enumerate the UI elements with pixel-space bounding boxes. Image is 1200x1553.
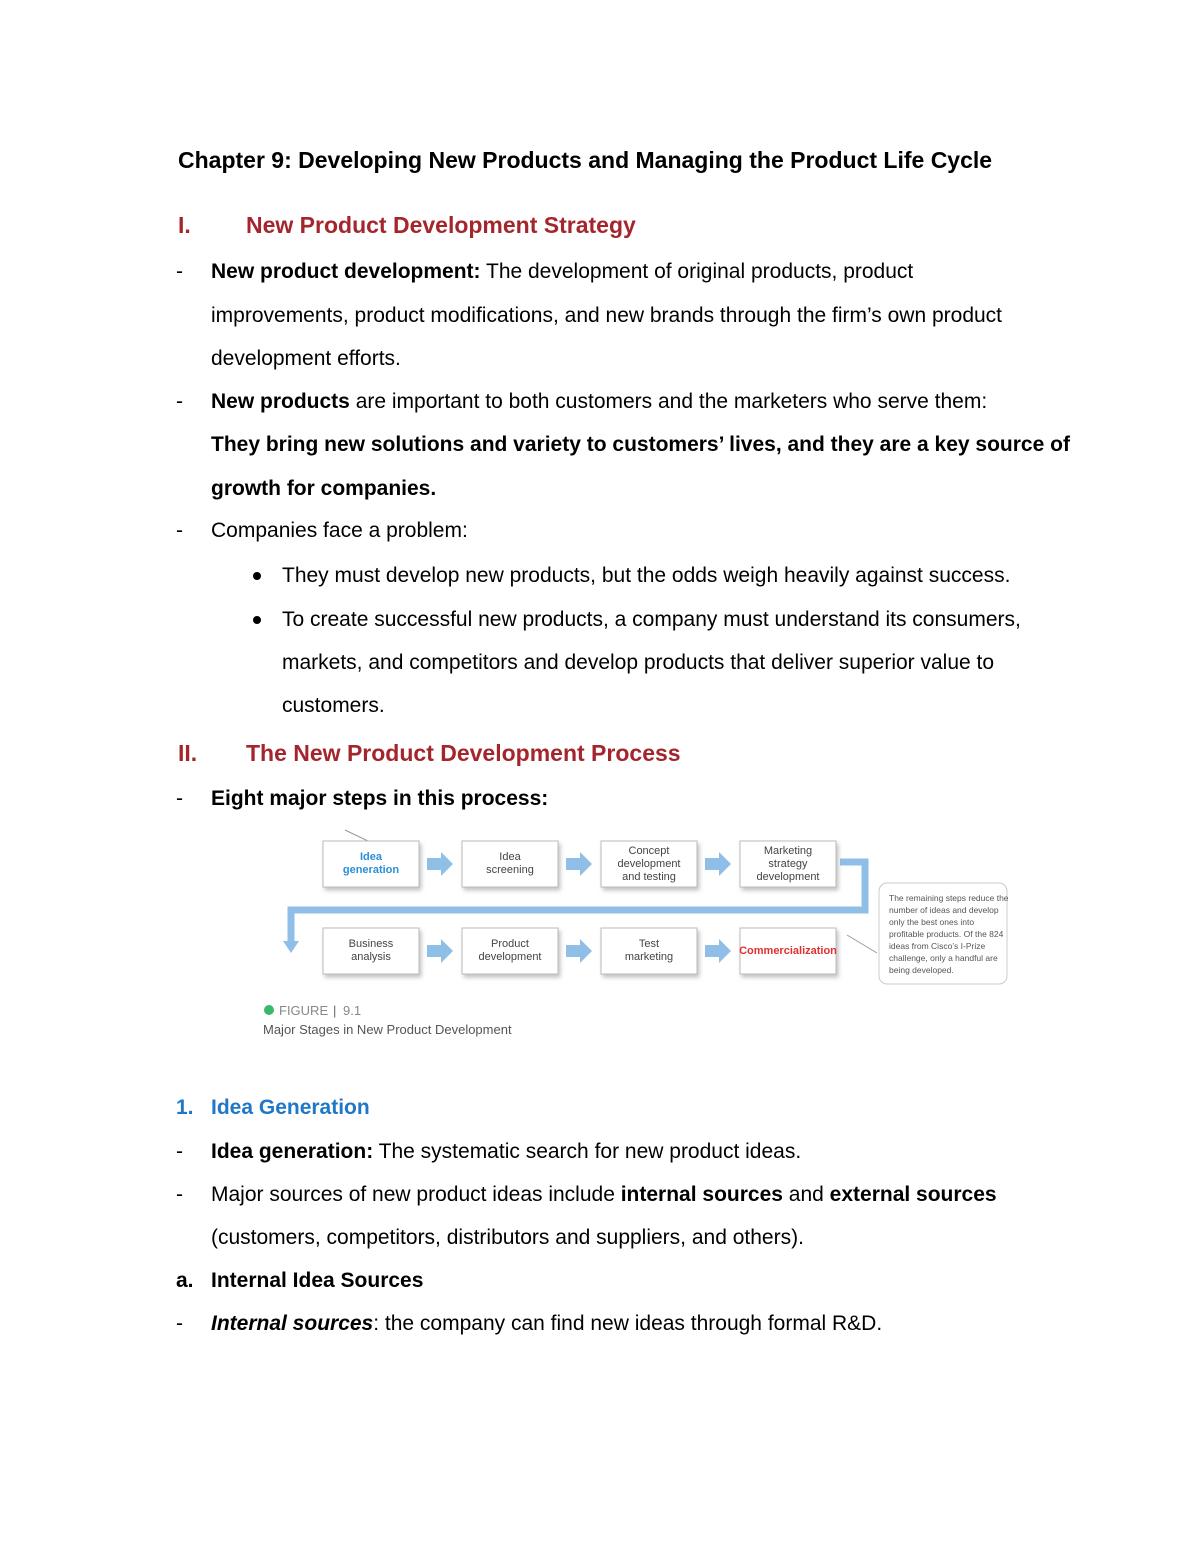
list-item-cont: growth for companies. [211,477,437,500]
list-item: Idea generation: The systematic search for new product ideas. [211,1140,802,1163]
figure-number: 9.1 [343,1003,362,1018]
list-item: Companies face a problem: [211,519,468,542]
dash-marker: - [176,1140,183,1163]
dash-marker: - [176,787,183,810]
list-item-cont: (customers, competitors, distributors and suppliers, and others). [211,1226,804,1249]
dash-marker: - [176,390,183,413]
stage-label-line: Idea [359,851,383,863]
stage-label-line: analysis [351,951,391,963]
section-2-heading: The New Product Development Process [246,740,681,766]
list-item: Internal sources: the company can find new ideas through formal R&D. [211,1312,883,1335]
stage-label-line: Commercialization [739,945,837,957]
flow-connector-arrowhead [283,941,299,953]
stage-label-line: Idea [499,851,521,863]
stage-label-line: development [756,871,820,883]
stage-label-line: Product [491,938,529,950]
list-item: Eight major steps in this process: [211,787,549,810]
list-item: New products are important to both customers and the marketers who serve them: [211,390,988,413]
page-title: Chapter 9: Developing New Products and Managing the Product Life Cycle [178,147,993,173]
list-item: New product development: The development of original products, product [211,260,914,283]
bullet-dot [253,616,261,624]
section-2-number: II. [178,740,198,766]
stage-label-line: marketing [624,951,674,963]
stage-label-line: and testing [622,871,676,883]
svg-text:number of ideas and develop: number of ideas and develop [889,905,999,915]
section-1-heading: New Product Development Strategy [246,212,636,238]
stage-label-line: generation [342,864,400,876]
subheading-internal-sources: Internal Idea Sources [211,1269,424,1292]
subsection-1-heading: Idea Generation [211,1096,370,1119]
figure-dot-icon [264,1005,274,1015]
bullet-item: To create successful new products, a company must understand its consumers, [282,608,1021,631]
list-item-cont: They bring new solutions and variety to customers’ lives, and they are a key source of [211,433,1070,456]
figure-label: FIGURE [279,1003,329,1018]
stage-label-line: development [617,858,681,870]
figure-separator: | [333,1003,337,1018]
svg-text:The remaining steps reduce the: The remaining steps reduce the [889,893,1009,903]
note-pointer [847,935,877,953]
figure-new-product-stages [255,825,1015,1045]
dash-marker: - [176,1183,183,1206]
bullet-dot [253,572,261,580]
pointer-line [345,830,370,842]
dash-marker: - [176,1312,183,1335]
svg-text:challenge, only a handful are: challenge, only a handful are [889,953,998,963]
bullet-item-cont: markets, and competitors and develop products that deliver superior value to [282,651,995,674]
svg-text:being developed.: being developed. [889,965,954,975]
section-1-number: I. [178,212,191,238]
list-item: Major sources of new product ideas include internal sources and external sources [211,1183,997,1206]
stage-label-line: Marketing [763,845,813,857]
stage-label-line: Test [638,938,660,950]
stage-label-line: Business [348,938,394,950]
stage-label-line: development [478,951,542,963]
figure-caption: Major Stages in New Product Development [263,1022,512,1037]
list-item-cont: development efforts. [211,347,401,370]
dash-marker: - [176,519,183,542]
list-item-cont: improvements, product modifications, and new brands through the firm’s own product [211,304,1003,327]
note-text [889,893,1009,975]
stage-label-line: strategy [768,858,808,870]
svg-text:only the best ones into: only the best ones into [889,917,975,927]
bullet-item-cont: customers. [282,694,385,717]
stage-label-line: Concept [628,845,670,857]
sub-letter: a. [176,1269,194,1292]
dash-marker: - [176,260,183,283]
subsection-1-number: 1. [176,1096,194,1119]
bullet-item: They must develop new products, but the odds weigh heavily against success. [282,564,1011,587]
svg-text:ideas from Cisco’s I-Prize: ideas from Cisco’s I-Prize [889,941,986,951]
svg-text:profitable products. Of the 82: profitable products. Of the 824 [889,929,1004,939]
stage-label-line: screening [486,864,534,876]
